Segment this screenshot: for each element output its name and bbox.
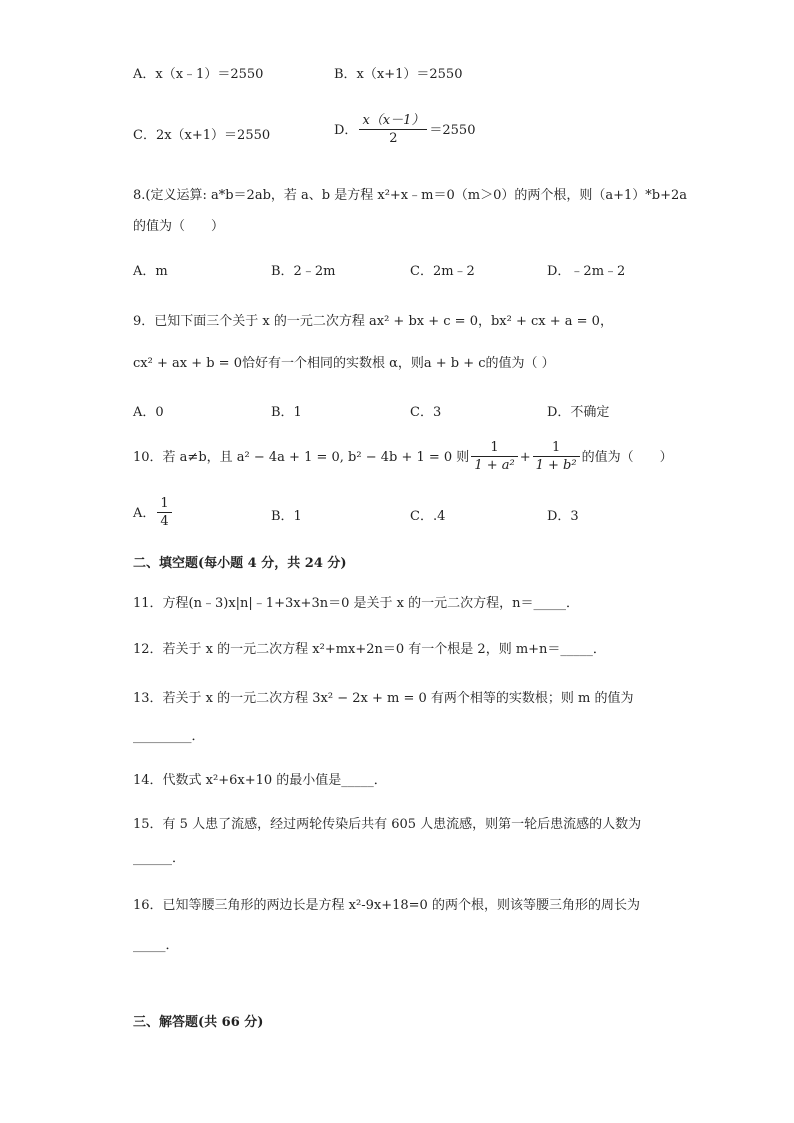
q10-stem-prefix: 10．若 a≠b，且 a² − 4a + 1 = 0, b² − 4b + 1 = 0 则: [133, 450, 470, 465]
q8-stem-line2: 的值为（ ）: [133, 219, 225, 234]
q16-stem-line2: _____．: [133, 938, 179, 953]
q7-option-d-fraction: [359, 113, 427, 148]
q15-stem-line2: ______．: [133, 851, 186, 866]
q8-option-d: D．﹣2m﹣2: [547, 264, 626, 279]
fraction-denominator: 2: [389, 131, 398, 146]
q9-option-a: A．0: [133, 405, 164, 420]
q11-text: 11．方程(n﹣3)x|n|﹣1+3x+3n＝0 是关于 x 的一元二次方程，n＝_____．: [133, 596, 579, 611]
q9-option-b: B．1: [271, 405, 302, 420]
q10-option-b: B．1: [271, 509, 302, 524]
q10-option-a-fraction: [157, 496, 171, 531]
fraction-denominator: 4: [160, 514, 169, 529]
q7-option-a: A．x（x﹣1）＝2550: [133, 67, 264, 82]
q10-plus: +: [519, 450, 531, 465]
fraction-denominator: 1 + b²: [535, 458, 577, 473]
q10-fraction-2: [533, 440, 580, 475]
q8-option-a: A．m: [133, 264, 168, 279]
q10-option-a: [133, 496, 174, 531]
q7-option-d-suffix: ＝2550: [429, 123, 476, 138]
q7-option-d-prefix: D．: [334, 123, 358, 138]
q7-option-c: C．2x（x+1）＝2550: [133, 128, 271, 143]
q10-option-a-prefix: A．: [133, 506, 156, 521]
q12-text: 12．若关于 x 的一元二次方程 x²+mx+2n＝0 有一个根是 2，则 m+n＝_____．: [133, 642, 606, 657]
q10-stem-suffix: 的值为（ ）: [581, 450, 673, 465]
q7-option-d: [334, 113, 475, 148]
section-2-heading: 二、填空题(每小题 4 分，共 24 分): [133, 556, 347, 571]
q7-option-b: B．x（x+1）＝2550: [334, 67, 463, 82]
section-3-heading: 三、解答题(共 66 分): [133, 1015, 264, 1030]
fraction-numerator: 1: [471, 440, 517, 457]
fraction-denominator: 1 + a²: [474, 458, 515, 473]
q14-text: 14．代数式 x²+6x+10 的最小值是_____．: [133, 773, 387, 788]
q9-stem-line1: 9．已知下面三个关于 x 的一元二次方程 ax² + bx + c = 0，bx² + cx + a = 0，: [133, 314, 613, 329]
q9-option-c: C．3: [410, 405, 442, 420]
q13-stem-line1: 13．若关于 x 的一元二次方程 3x² − 2x + m = 0 有两个相等的实数根；则 m 的值为: [133, 691, 634, 706]
q8-option-c: C．2m﹣2: [410, 264, 475, 279]
q9-stem-line2: cx² + ax + b = 0恰好有一个相同的实数根 α，则a + b + c的值为（ ）: [133, 356, 555, 371]
q10-fraction-1: [471, 440, 517, 475]
q10-stem: [133, 440, 673, 475]
q15-stem-line1: 15．有 5 人患了流感，经过两轮传染后共有 605 人患流感，则第一轮后患流感的人数为: [133, 817, 642, 832]
q8-stem-line1: 8.(定义运算: a*b＝2ab，若 a、b 是方程 x²+x﹣m＝0（m＞0）的两个根，则（a+1）*b+2a: [133, 188, 687, 203]
q9-option-d: D．不确定: [547, 405, 610, 420]
q10-option-c: C．.4: [410, 509, 446, 524]
q10-option-d: D．3: [547, 509, 579, 524]
fraction-numerator: 1: [157, 496, 171, 513]
q13-stem-line2: _________．: [133, 729, 205, 744]
fraction-numerator: x（x－1）: [359, 113, 427, 130]
q16-stem-line1: 16．已知等腰三角形的两边长是方程 x²-9x+18=0 的两个根，则该等腰三角形的周长为: [133, 898, 640, 913]
fraction-numerator: 1: [533, 440, 580, 457]
q8-option-b: B．2﹣2m: [271, 264, 336, 279]
